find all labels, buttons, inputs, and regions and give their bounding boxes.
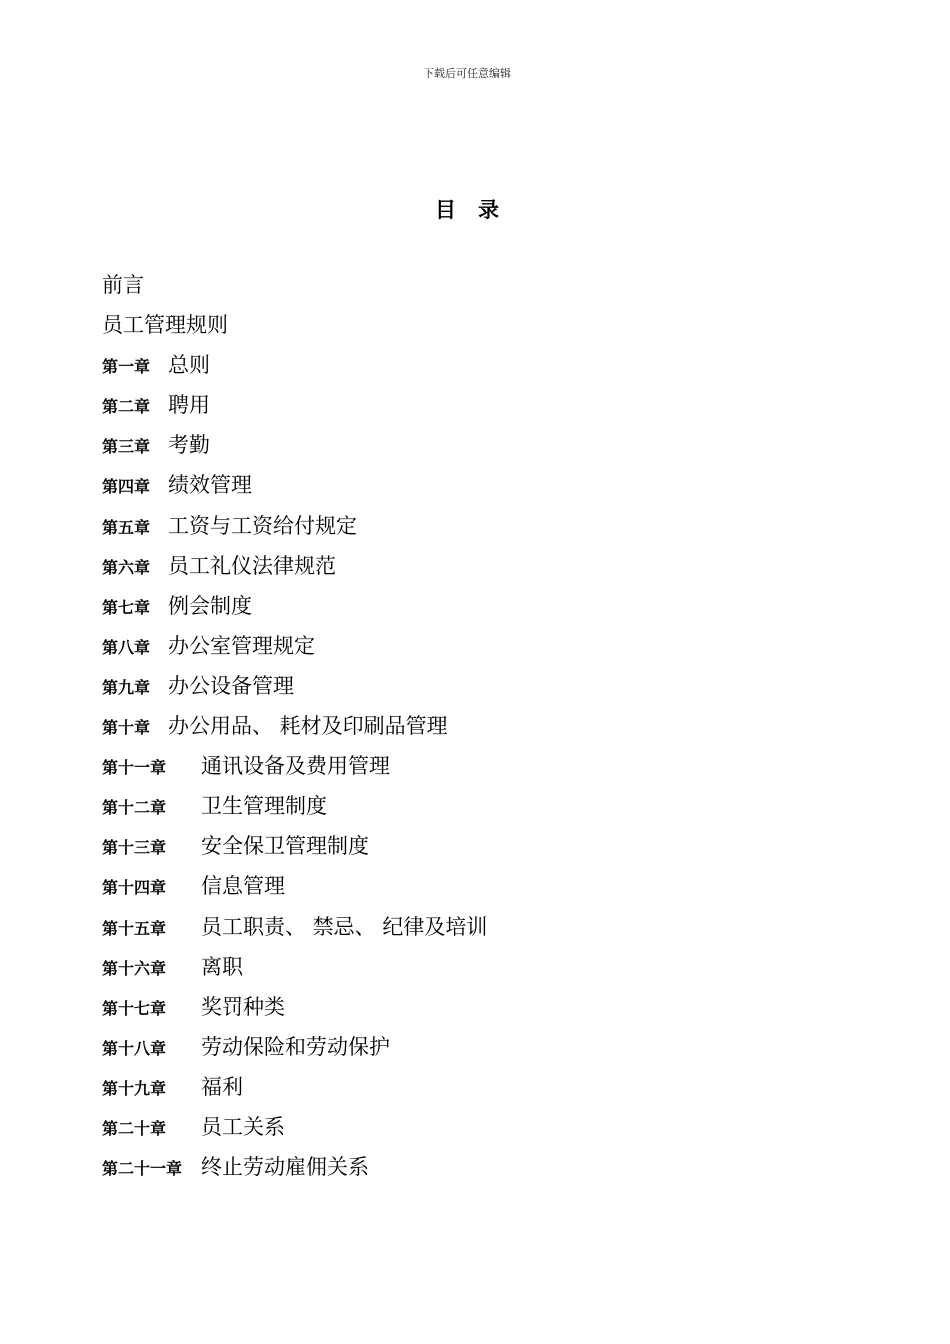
- chapter-title: 聘用: [168, 393, 210, 418]
- chapter-number: 第十七章: [102, 998, 167, 1018]
- chapter-number: 第十四章: [102, 878, 167, 898]
- chapter-title: 绩效管理: [168, 473, 252, 498]
- toc-item-label: 前言: [102, 273, 144, 297]
- chapter-number: 第二十一章: [102, 1159, 183, 1179]
- toc-title-char-1: 目: [435, 197, 456, 222]
- chapter-number: 第三章: [102, 437, 151, 457]
- chapter-title: 办公设备管理: [168, 673, 294, 698]
- toc-item-chapter-20[interactable]: [102, 1107, 487, 1147]
- toc-item-chapter-4[interactable]: [102, 465, 487, 505]
- chapter-title: 总则: [168, 353, 210, 378]
- chapter-title: 例会制度: [168, 593, 252, 618]
- toc-item-chapter-12[interactable]: [102, 786, 487, 826]
- toc-title: [0, 195, 934, 225]
- chapter-number: 第十六章: [102, 958, 167, 978]
- chapter-title: 福利: [201, 1074, 243, 1099]
- chapter-title: 员工职责、 禁忌、 纪律及培训: [201, 914, 488, 939]
- toc-item-label: 员工管理规则: [102, 313, 228, 338]
- chapter-title: 员工礼仪法律规范: [168, 553, 336, 578]
- chapter-title: 办公室管理规定: [168, 633, 315, 658]
- toc-item-chapter-14[interactable]: [102, 866, 487, 906]
- toc-item-chapter-18[interactable]: [102, 1027, 487, 1067]
- chapter-number: 第五章: [102, 517, 151, 537]
- toc-item-chapter-15[interactable]: [102, 907, 487, 947]
- chapter-number: 第二章: [102, 397, 151, 417]
- chapter-number: 第二十章: [102, 1118, 167, 1138]
- toc-item-chapter-19[interactable]: [102, 1067, 487, 1107]
- chapter-number: 第十一章: [102, 758, 167, 778]
- toc-item-chapter-9[interactable]: [102, 666, 487, 706]
- toc-item-chapter-17[interactable]: [102, 987, 487, 1027]
- chapter-number: 第十章: [102, 718, 151, 738]
- chapter-title: 员工关系: [201, 1114, 285, 1139]
- chapter-number: 第十五章: [102, 918, 167, 938]
- chapter-title: 终止劳动雇佣关系: [201, 1155, 369, 1180]
- chapter-title: 通讯设备及费用管理: [201, 754, 390, 779]
- toc-item-chapter-10[interactable]: [102, 706, 487, 746]
- toc-item-preface[interactable]: [102, 265, 487, 305]
- chapter-title: 奖罚种类: [201, 994, 285, 1019]
- toc-item-chapter-6[interactable]: [102, 546, 487, 586]
- toc-item-rules[interactable]: [102, 305, 487, 345]
- chapter-title: 卫生管理制度: [201, 794, 327, 819]
- toc-item-chapter-16[interactable]: [102, 947, 487, 987]
- page-header-note: 下载后可任意编辑: [423, 67, 511, 80]
- toc-item-chapter-3[interactable]: [102, 425, 487, 465]
- toc-item-chapter-5[interactable]: [102, 506, 487, 546]
- chapter-title: 安全保卫管理制度: [201, 834, 369, 859]
- chapter-title: 考勤: [168, 433, 210, 458]
- table-of-contents: [102, 265, 487, 1187]
- chapter-number: 第十二章: [102, 798, 167, 818]
- toc-item-chapter-11[interactable]: [102, 746, 487, 786]
- chapter-number: 第九章: [102, 677, 151, 697]
- chapter-title: 离职: [201, 954, 243, 979]
- toc-item-chapter-8[interactable]: [102, 626, 487, 666]
- chapter-number: 第十八章: [102, 1038, 167, 1058]
- toc-item-chapter-13[interactable]: [102, 826, 487, 866]
- chapter-number: 第六章: [102, 557, 151, 577]
- chapter-number: 第一章: [102, 357, 151, 377]
- chapter-number: 第十九章: [102, 1078, 167, 1098]
- chapter-number: 第八章: [102, 637, 151, 657]
- toc-item-chapter-21[interactable]: [102, 1147, 487, 1187]
- toc-item-chapter-2[interactable]: [102, 385, 487, 425]
- chapter-title: 信息管理: [201, 874, 285, 899]
- chapter-title: 工资与工资给付规定: [168, 513, 357, 538]
- chapter-number: 第七章: [102, 597, 151, 617]
- toc-item-chapter-1[interactable]: [102, 345, 487, 385]
- chapter-title: 劳动保险和劳动保护: [201, 1034, 390, 1059]
- chapter-number: 第四章: [102, 477, 151, 497]
- chapter-title: 办公用品、 耗材及印刷品管理: [168, 714, 448, 739]
- toc-item-chapter-7[interactable]: [102, 586, 487, 626]
- toc-title-char-2: 录: [478, 197, 499, 222]
- chapter-number: 第十三章: [102, 838, 167, 858]
